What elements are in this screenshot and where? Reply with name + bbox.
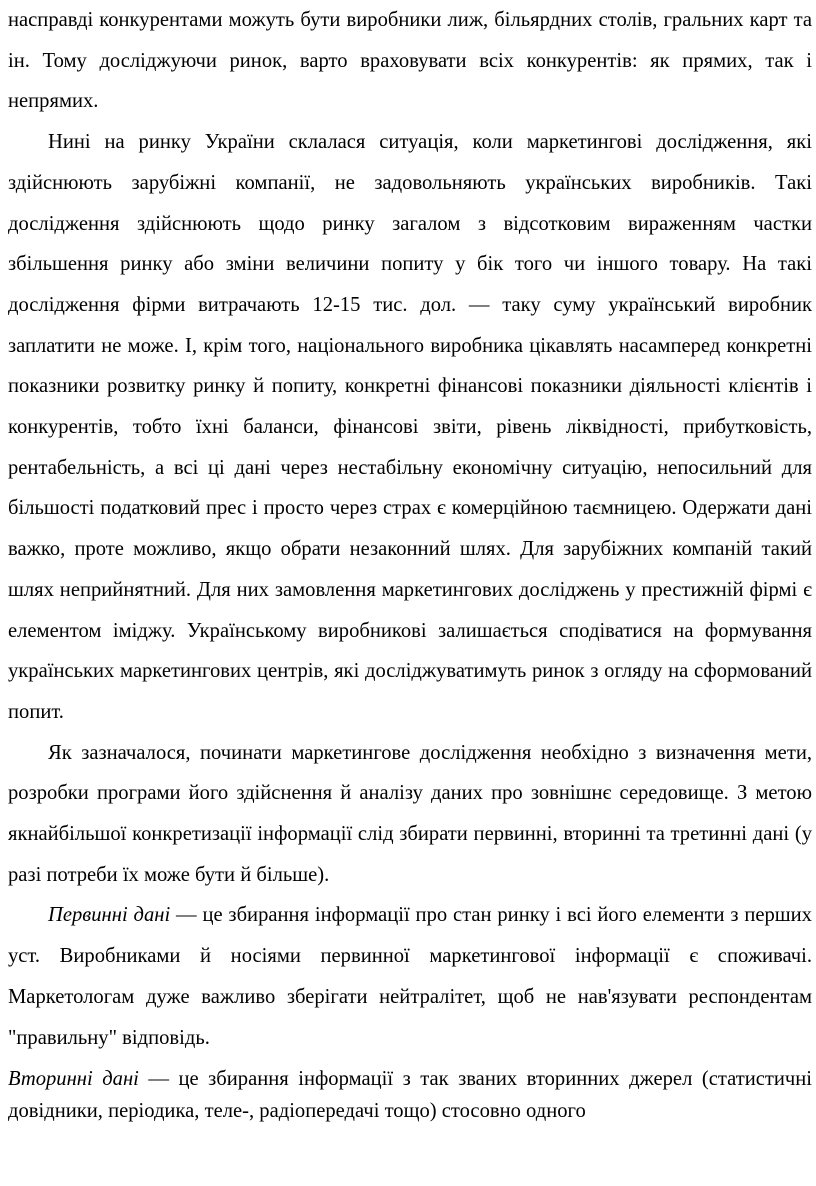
document-page — [8, 0, 812, 1127]
paragraph-continued: насправді конкурентами можуть бути виробники лиж, більярдних столів, гральних карт та ін. Тому досліджуючи ринок, варто враховувати всіх конкурентів: як прямих, так і непрямих. — [8, 9, 812, 113]
secondary-data-definition: — це збирання інформації з так званих вторинних джерел (статистичні довідники, періодика, теле-, радіопередачі тощо) стосовно одного — [8, 1068, 812, 1122]
paragraph-secondary-data — [8, 1064, 812, 1127]
term-secondary-data: Вторинні дані — [8, 1068, 139, 1091]
paragraph-market-situation: Нині на ринку України склалася ситуація, коли маркетингові дослідження, які здійснюють зарубіжні компанії, не задовольняють українських виробників. Такі дослідження здійснюють щодо ринку загалом з відсотковим вираженням частки збільшення ринку або зміни величини попиту у бік того чи іншого товару. На такі дослідження фірми витрачають 12-15 тис. дол. — таку суму український виробник заплатити не може. І, крім того, національного виробника цікавлять насамперед конкретні показники розвитку ринку й попиту, конкретні фінансові показники діяльності клієнтів і конкурентів, тобто їхні баланси, фінансові звіти, рівень ліквідності, прибутковість, рентабельність, а всі ці дані через нестабільну економічну ситуацію, непосильний для більшості податковий прес і просто через страх є комерційною таємницею. Одержати дані важко, проте можливо, якщо обрати незаконний шлях. Для зарубіжних компаній такий шлях неприйнятний. Для них замовлення маркетингових досліджень у престижній фірмі є елементом іміджу. Українському виробникові залишається сподіватися на формування українських маркетингових центрів, які досліджуватимуть ринок з огляду на сформований попит. — [8, 131, 812, 723]
paragraph-primary-data — [8, 895, 812, 1058]
primary-data-definition: — це збирання інформації про стан ринку і всі його елементи з перших уст. Виробниками й носіями первинної маркетингової інформації є споживачі. Маркетологам дуже важливо зберігати нейтралітет, щоб не нав'язувати респондентам "правильну" відповідь. — [8, 904, 812, 1049]
paragraph-research-start: Як зазначалося, починати маркетингове дослідження необхідно з визначення мети, розробки програми його здійснення й аналізу даних про зовнішнє середовище. З метою якнайбільшої конкретизації інформації слід збирати первинні, вторинні та третинні дані (у разі потреби їх може бути й більше). — [8, 741, 812, 886]
term-primary-data: Первинні дані — [48, 904, 171, 927]
